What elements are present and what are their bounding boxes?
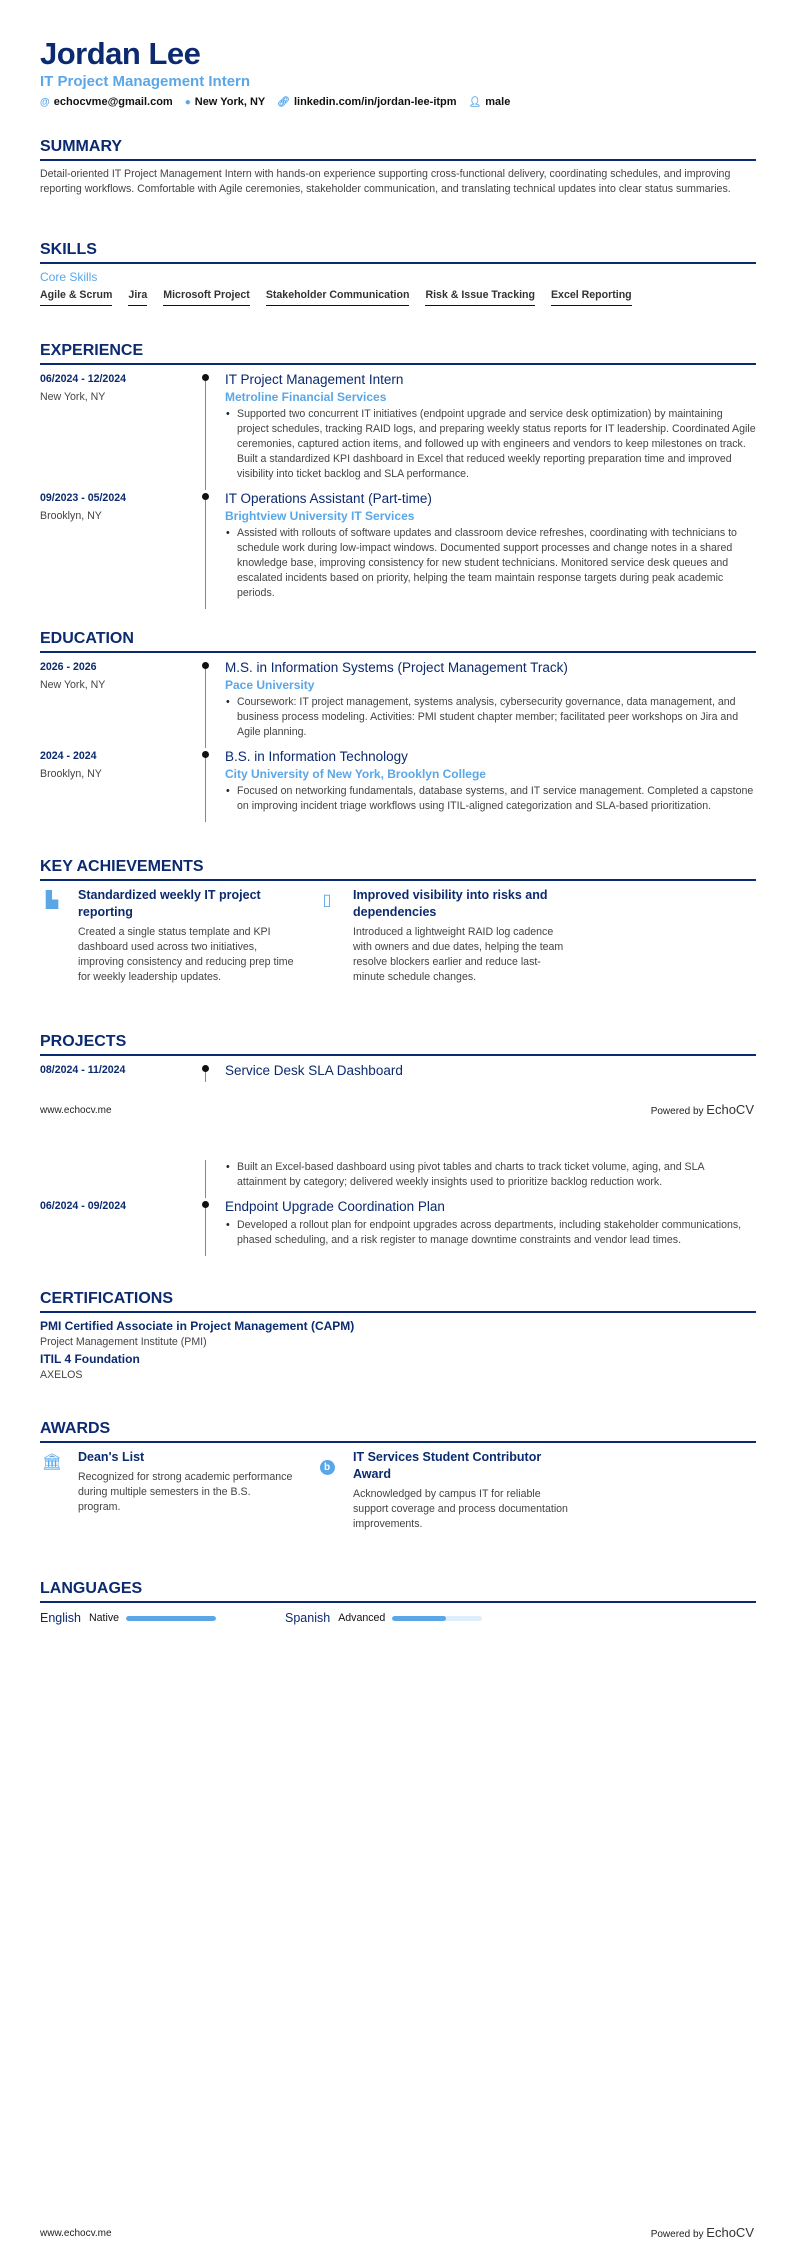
contact-gender: 👤︎ male bbox=[468, 96, 511, 108]
projects-continued bbox=[40, 1160, 756, 1256]
language-name: English bbox=[40, 1611, 81, 1625]
section-heading: LANGUAGES bbox=[40, 1580, 756, 1603]
entry-title: IT Project Management Intern bbox=[225, 372, 404, 387]
entry-bullet: • Coursework: IT project management, systems analysis, cybersecurity governance, data management, and business process modeling. Activities: PMI student chapter member; facilitated peer workshops on Jira and Agile planning. bbox=[225, 695, 756, 740]
entry-bullet: • Supported two concurrent IT initiatives (endpoint upgrade and service desk optimization) by maintaining project schedules, tracking RAID logs, and preparing weekly status reports for IT leadership. Coordinated Agile ceremonies, captured action items, and followed up with engineers and vendors to keep milestones on track. Built a standardized KPI dashboard in Excel that reduced weekly reporting preparation time and improved visibility into ticket backlog and SLA performance. bbox=[225, 407, 756, 482]
timeline bbox=[205, 371, 225, 490]
language-item bbox=[285, 1611, 530, 1625]
experience-section bbox=[40, 342, 756, 609]
education-entry bbox=[40, 748, 756, 822]
entry-dates: 09/2023 - 05/2024 bbox=[40, 492, 127, 504]
achievement-title: Improved visibility into risks and dependencies bbox=[353, 888, 548, 919]
entry-org: City University of New York, Brooklyn College bbox=[225, 767, 486, 781]
section-heading: KEY ACHIEVEMENTS bbox=[40, 858, 756, 881]
award-card bbox=[40, 1449, 295, 1532]
entry-org: Brightview University IT Services bbox=[225, 509, 415, 523]
section-heading: SUMMARY bbox=[40, 138, 756, 161]
footer-powered-by: Powered by EchoCV bbox=[650, 1102, 754, 1117]
timeline bbox=[205, 1198, 225, 1256]
achievements-section bbox=[40, 858, 756, 985]
section-heading: EXPERIENCE bbox=[40, 342, 756, 365]
languages-section bbox=[40, 1580, 756, 1625]
summary-text: Detail-oriented IT Project Management Intern with hands-on experience supporting cross-functional delivery, coordinating schedules, and improving reporting workflows. Comfortable with Agile ceremonies, stakeholder communication, and translating technical updates into clear status summaries. bbox=[40, 168, 731, 195]
achievement-card bbox=[315, 887, 570, 985]
project-entry bbox=[40, 1198, 756, 1256]
cert-issuer: Project Management Institute (PMI) bbox=[40, 1336, 207, 1348]
section-heading: CERTIFICATIONS bbox=[40, 1290, 756, 1313]
link-icon: 🔗︎ bbox=[277, 97, 290, 108]
awards-section bbox=[40, 1420, 756, 1532]
entry-dates: 2026 - 2026 bbox=[40, 661, 97, 673]
map-pin-icon: ● bbox=[184, 97, 191, 108]
proficiency-bar bbox=[392, 1616, 482, 1621]
cert-issuer: AXELOS bbox=[40, 1369, 83, 1381]
badge-icon: b bbox=[315, 1449, 339, 1532]
award-card bbox=[315, 1449, 570, 1532]
contact-location: ● New York, NY bbox=[184, 96, 266, 108]
proficiency-fill bbox=[392, 1616, 446, 1621]
timeline bbox=[205, 659, 225, 748]
education-entry bbox=[40, 659, 756, 748]
brand-logo: EchoCV bbox=[706, 1102, 754, 1117]
entry-org: Pace University bbox=[225, 678, 315, 692]
entry-title: B.S. in Information Technology bbox=[225, 749, 408, 764]
cert-name: ITIL 4 Foundation bbox=[40, 1352, 140, 1366]
skills-section bbox=[40, 241, 756, 306]
skill-group-title: Core Skills bbox=[40, 270, 98, 284]
proficiency-bar bbox=[126, 1616, 216, 1621]
skill-tag: Agile & Scrum bbox=[40, 289, 112, 306]
language-level: Advanced bbox=[338, 1612, 386, 1624]
entry-dates: 06/2024 - 12/2024 bbox=[40, 373, 127, 385]
entry-location: New York, NY bbox=[40, 391, 106, 403]
language-name: Spanish bbox=[285, 1611, 331, 1625]
entry-bullet: • Developed a rollout plan for endpoint upgrades across departments, including stakeholder communications, phased scheduling, and a risk register to manage downtime constraints and vendor lead times. bbox=[225, 1218, 756, 1248]
language-level: Native bbox=[89, 1612, 120, 1624]
job-title: IT Project Management Intern bbox=[40, 73, 251, 90]
section-heading: AWARDS bbox=[40, 1420, 756, 1443]
timeline-dot bbox=[202, 1065, 209, 1072]
entry-bullet: • Assisted with rollouts of software updates and classroom device refreshes, coordinating with technicians to schedule work during low-impact windows. Documented support processes and change notes in a shared knowledge base, improving consistency for new student technicians. Monitored service desk queues and escalated incidents based on priority, helping the team maintain response targets during peak academic periods. bbox=[225, 526, 756, 601]
project-entry bbox=[40, 1062, 756, 1087]
entry-location: Brooklyn, NY bbox=[40, 768, 102, 780]
award-desc: Recognized for strong academic performance during multiple semesters in the B.S. program. bbox=[78, 1471, 293, 1513]
skill-tag: Stakeholder Communication bbox=[266, 289, 410, 306]
contact-row bbox=[40, 96, 510, 108]
section-heading: PROJECTS bbox=[40, 1033, 756, 1056]
achievement-desc: Introduced a lightweight RAID log cadence with owners and due dates, helping the team resolve blockers earlier and reduce last-minute schedule changes. bbox=[353, 926, 564, 983]
footer-site[interactable]: www.echocv.me bbox=[40, 1105, 112, 1116]
at-icon: @ bbox=[40, 97, 50, 108]
award-title: Dean's List bbox=[78, 1450, 145, 1464]
timeline-dot bbox=[202, 1201, 209, 1208]
cert-name: PMI Certified Associate in Project Management (CAPM) bbox=[40, 1319, 355, 1333]
entry-title: M.S. in Information Systems (Project Management Track) bbox=[225, 660, 568, 675]
language-item bbox=[40, 1611, 285, 1625]
section-heading: EDUCATION bbox=[40, 630, 756, 653]
entry-org: Metroline Financial Services bbox=[225, 390, 387, 404]
entry-location: Brooklyn, NY bbox=[40, 510, 102, 522]
entry-dates: 06/2024 - 09/2024 bbox=[40, 1200, 127, 1212]
timeline-dot bbox=[202, 493, 209, 500]
document-icon: ▙ bbox=[45, 892, 59, 909]
skill-tag: Jira bbox=[128, 289, 147, 306]
entry-bullet: • Focused on networking fundamentals, database systems, and IT service management. Completed a capstone on improving incident triage workflows using ITIL-aligned categorization and SLA-based prioritization. bbox=[225, 784, 756, 814]
entry-location: New York, NY bbox=[40, 679, 106, 691]
projects-section bbox=[40, 1033, 756, 1087]
brand-logo: EchoCV bbox=[706, 2225, 754, 2240]
timeline-dot bbox=[202, 751, 209, 758]
timeline bbox=[205, 490, 225, 609]
entry-dates: 2024 - 2024 bbox=[40, 750, 97, 762]
skill-tag: Excel Reporting bbox=[551, 289, 632, 306]
achievement-desc: Created a single status template and KPI dashboard used across two initiatives, improving consistency and reducing prep time for weekly leadership updates. bbox=[78, 926, 294, 983]
education-section bbox=[40, 630, 756, 822]
entry-title: Service Desk SLA Dashboard bbox=[225, 1063, 403, 1078]
skill-tag: Microsoft Project bbox=[163, 289, 250, 306]
footer-powered-by: Powered by EchoCV bbox=[650, 2225, 754, 2240]
section-heading: SKILLS bbox=[40, 241, 756, 264]
timeline bbox=[205, 1062, 225, 1082]
timeline-dot bbox=[202, 662, 209, 669]
achievement-card bbox=[40, 887, 295, 985]
mobile-icon: ▯ bbox=[322, 892, 332, 909]
timeline bbox=[205, 1160, 225, 1198]
skill-tag: Risk & Issue Tracking bbox=[425, 289, 535, 306]
achievement-title: Standardized weekly IT project reporting bbox=[78, 888, 261, 919]
contact-linkedin[interactable]: 🔗︎ linkedin.com/in/jordan-lee-itpm bbox=[277, 96, 457, 108]
user-icon: 👤︎ bbox=[468, 97, 482, 108]
experience-entry bbox=[40, 490, 756, 609]
award-desc: Acknowledged by campus IT for reliable support coverage and process documentation improvements. bbox=[353, 1488, 568, 1530]
footer-site[interactable]: www.echocv.me bbox=[40, 2228, 112, 2239]
certifications-section bbox=[40, 1290, 756, 1381]
timeline-dot bbox=[202, 374, 209, 381]
candidate-name: Jordan Lee bbox=[40, 36, 201, 71]
entry-bullet: • Built an Excel-based dashboard using pivot tables and charts to track ticket volume, aging, and SLA attainment by category; delivered weekly insights used to prioritize backlog reduction work. bbox=[225, 1160, 756, 1190]
entry-title: Endpoint Upgrade Coordination Plan bbox=[225, 1199, 445, 1214]
contact-email[interactable]: @ echocvme@gmail.com bbox=[40, 96, 173, 108]
bank-icon: 🏛︎ bbox=[41, 1454, 63, 1471]
proficiency-fill bbox=[126, 1616, 216, 1621]
entry-dates: 08/2024 - 11/2024 bbox=[40, 1064, 126, 1076]
entry-title: IT Operations Assistant (Part-time) bbox=[225, 491, 432, 506]
experience-entry bbox=[40, 371, 756, 490]
award-title: IT Services Student Contributor Award bbox=[353, 1450, 542, 1481]
summary-section bbox=[40, 138, 756, 197]
timeline bbox=[205, 748, 225, 822]
